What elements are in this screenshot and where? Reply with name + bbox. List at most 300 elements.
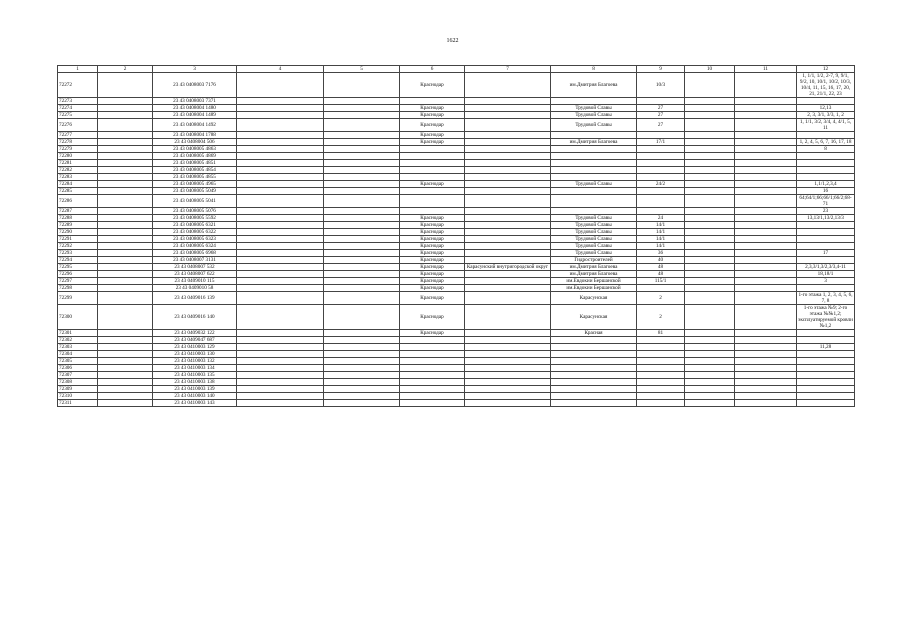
table-row [58, 379, 855, 386]
table-cell [324, 119, 400, 132]
table-cell [465, 132, 551, 139]
table-cell [685, 278, 735, 285]
table-cell [237, 153, 324, 160]
table-cell [98, 386, 153, 393]
table-cell [324, 351, 400, 358]
header-cell: 3 [153, 66, 237, 73]
table-cell [685, 257, 735, 264]
table-cell [98, 330, 153, 337]
table-cell [98, 351, 153, 358]
table-cell: 23 43 0410003 138 [153, 379, 237, 386]
table-cell [735, 330, 797, 337]
table-cell [797, 229, 855, 236]
table-cell [735, 271, 797, 278]
table-cell [98, 365, 153, 372]
header-cell: 7 [465, 66, 551, 73]
table-cell: им.Евдокии Бершанской [551, 278, 637, 285]
table-cell: 17 [797, 250, 855, 257]
table-cell: Трудовой Славы [551, 119, 637, 132]
table-cell [735, 181, 797, 188]
table-cell: 72281 [58, 160, 98, 167]
table-cell [237, 195, 324, 208]
table-cell: 72299 [58, 292, 98, 305]
table-cell [324, 188, 400, 195]
table-cell [237, 305, 324, 330]
table-cell [98, 98, 153, 105]
table-row [58, 112, 855, 119]
table-cell: 72286 [58, 195, 98, 208]
table-row [58, 330, 855, 337]
table-cell: 72291 [58, 236, 98, 243]
table-cell [98, 160, 153, 167]
table-cell [237, 344, 324, 351]
table-cell: 27 [637, 105, 685, 112]
table-cell: 64;64/1;66;66/1;66/2;68-71 [797, 195, 855, 208]
table-cell: Карасунский внутригородской округ [465, 264, 551, 271]
table-cell [735, 167, 797, 174]
table-cell: 14/1 [637, 236, 685, 243]
table-cell: Трудовой Славы [551, 215, 637, 222]
table-cell [685, 344, 735, 351]
table-cell [98, 236, 153, 243]
table-cell [735, 208, 797, 215]
table-cell [551, 386, 637, 393]
table-cell: 2 [637, 305, 685, 330]
table-cell [685, 351, 735, 358]
table-row [58, 119, 855, 132]
table-cell: 23 43 0408005 4854 [153, 167, 237, 174]
table-cell [237, 372, 324, 379]
table-cell [237, 222, 324, 229]
table-cell: 72285 [58, 188, 98, 195]
table-cell [637, 188, 685, 195]
table-cell: 23 43 0408003 7371 [153, 98, 237, 105]
table-cell: им.Евдокии Бершанской [551, 285, 637, 292]
table-cell: 23 43 0409016 140 [153, 305, 237, 330]
table-cell [637, 146, 685, 153]
table-cell [637, 160, 685, 167]
table-cell [637, 393, 685, 400]
table-cell [797, 174, 855, 181]
table-cell: 72302 [58, 337, 98, 344]
table-cell [98, 229, 153, 236]
table-cell [637, 195, 685, 208]
table-cell [735, 386, 797, 393]
table-cell [735, 153, 797, 160]
table-cell [465, 337, 551, 344]
table-row [58, 278, 855, 285]
table-cell: 72278 [58, 139, 98, 146]
table-cell [685, 250, 735, 257]
table-cell: Краснодар [400, 285, 465, 292]
table-cell: 23 43 0409010 115 [153, 278, 237, 285]
table-cell: Краснодар [400, 229, 465, 236]
table-row [58, 257, 855, 264]
table-cell [324, 330, 400, 337]
table-cell [465, 73, 551, 98]
table-cell: Трудовой Славы [551, 236, 637, 243]
table-cell: 72295 [58, 264, 98, 271]
table-cell: им.Дмитрия Благоева [551, 271, 637, 278]
table-cell [685, 285, 735, 292]
table-cell: 72294 [58, 257, 98, 264]
header-cell: 4 [237, 66, 324, 73]
table-cell: им.Дмитрия Благоева [551, 264, 637, 271]
table-cell: Трудовой Славы [551, 243, 637, 250]
table-cell [324, 379, 400, 386]
table-cell [237, 112, 324, 119]
table-cell [685, 105, 735, 112]
table-cell [735, 285, 797, 292]
table-cell [98, 358, 153, 365]
table-cell [324, 139, 400, 146]
table-cell: 23 43 0408004 1492 [153, 119, 237, 132]
table-cell [465, 153, 551, 160]
table-cell: Краснодар [400, 222, 465, 229]
table-cell [465, 181, 551, 188]
table-cell [324, 167, 400, 174]
table-cell [400, 167, 465, 174]
table-cell [400, 337, 465, 344]
table-cell [465, 215, 551, 222]
table-cell: 72288 [58, 215, 98, 222]
table-cell [465, 344, 551, 351]
table-cell: 1-го этажа №9; 2-го этажа №№1,2; эксплуатируемой кровли №1,2 [798, 305, 853, 329]
table-row [58, 292, 855, 305]
table-cell [98, 188, 153, 195]
table-cell [797, 132, 855, 139]
table-cell [98, 167, 153, 174]
table-cell [685, 229, 735, 236]
table-cell [551, 153, 637, 160]
table-cell [551, 393, 637, 400]
table-cell [685, 215, 735, 222]
table-cell [98, 243, 153, 250]
table-cell [637, 386, 685, 393]
table-cell [637, 372, 685, 379]
table-cell [465, 160, 551, 167]
table-cell [237, 132, 324, 139]
table-cell [735, 215, 797, 222]
table-cell [98, 112, 153, 119]
table-cell [237, 400, 324, 407]
table-cell: 23 43 0408005 6323 [153, 236, 237, 243]
table-cell [237, 243, 324, 250]
table-cell [797, 236, 855, 243]
table-cell: Краснодар [400, 112, 465, 119]
table-cell: Краснодар [400, 264, 465, 271]
table-cell [98, 292, 153, 305]
table-cell [465, 292, 551, 305]
table-cell [324, 250, 400, 257]
table-cell [98, 215, 153, 222]
table-cell [324, 112, 400, 119]
table-cell [685, 98, 735, 105]
table-cell [98, 73, 153, 98]
table-cell: 23 43 0409032 122 [153, 330, 237, 337]
table-cell: 23 43 0408007 532 [153, 264, 237, 271]
table-cell [324, 400, 400, 407]
table-cell [324, 73, 400, 98]
table-cell: 23 43 0409047 687 [153, 337, 237, 344]
table-cell [637, 344, 685, 351]
table-cell [237, 264, 324, 271]
table-cell [637, 379, 685, 386]
table-cell [735, 372, 797, 379]
table-row [58, 215, 855, 222]
table-cell [551, 160, 637, 167]
table-cell [400, 208, 465, 215]
table-cell [324, 264, 400, 271]
table-cell: 23 43 0408005 4851 [153, 160, 237, 167]
table-cell [735, 229, 797, 236]
table-cell [237, 379, 324, 386]
table-cell [735, 250, 797, 257]
table-cell: Краснодар [400, 181, 465, 188]
table-cell: 24 [637, 215, 685, 222]
table-cell: 27 [637, 119, 685, 132]
table-cell [98, 105, 153, 112]
table-cell [98, 372, 153, 379]
table-row [58, 365, 855, 372]
table-cell [324, 132, 400, 139]
table-cell: 72289 [58, 222, 98, 229]
table-cell: 72305 [58, 358, 98, 365]
table-cell [685, 358, 735, 365]
table-cell: 17/1 [637, 139, 685, 146]
table-cell [400, 386, 465, 393]
table-cell: 72298 [58, 285, 98, 292]
table-cell [400, 153, 465, 160]
table-row [58, 229, 855, 236]
table-cell: 23 43 0408004 506 [153, 139, 237, 146]
table-cell [685, 372, 735, 379]
table-cell [735, 119, 797, 132]
table-cell: 36 [637, 250, 685, 257]
table-cell [324, 393, 400, 400]
table-cell [735, 400, 797, 407]
table-cell [465, 379, 551, 386]
header-cell: 8 [551, 66, 637, 73]
table-row [58, 344, 855, 351]
table-cell: Трудовой Славы [551, 250, 637, 257]
table-cell [237, 337, 324, 344]
table-cell [237, 365, 324, 372]
table-cell [324, 243, 400, 250]
table-cell [685, 305, 735, 330]
table-cell: Трудовой Славы [551, 105, 637, 112]
table-cell [324, 153, 400, 160]
table-cell [237, 393, 324, 400]
table-cell: 23 43 0408004 1788 [153, 132, 237, 139]
table-cell [465, 105, 551, 112]
table-cell: 72292 [58, 243, 98, 250]
table-cell [685, 271, 735, 278]
table-cell: Краснодар [400, 305, 465, 330]
table-cell: Краснодар [400, 215, 465, 222]
table-cell: 72273 [58, 98, 98, 105]
table-cell [465, 351, 551, 358]
table-cell [400, 344, 465, 351]
table-cell [685, 365, 735, 372]
table-cell [324, 160, 400, 167]
table-cell [324, 98, 400, 105]
table-cell: 23 43 0408005 5076 [153, 208, 237, 215]
table-cell: 10/3 [637, 73, 685, 98]
table-cell: им.Дмитрия Благоева [551, 139, 637, 146]
table-cell [735, 174, 797, 181]
table-cell: 23 43 0408005 4869 [153, 153, 237, 160]
table-cell [551, 146, 637, 153]
table-row [58, 305, 855, 330]
table-cell: 72304 [58, 351, 98, 358]
table-cell: Карасунская [551, 292, 637, 305]
table-cell: 72272 [58, 73, 98, 98]
table-cell [637, 337, 685, 344]
table-cell: 72303 [58, 344, 98, 351]
table-cell [324, 195, 400, 208]
table-cell [735, 112, 797, 119]
table-cell [735, 344, 797, 351]
table-cell [685, 208, 735, 215]
table-cell: 72284 [58, 181, 98, 188]
table-cell [98, 264, 153, 271]
header-cell: 1 [58, 66, 98, 73]
table-cell [735, 379, 797, 386]
table-cell [400, 195, 465, 208]
table-cell [465, 257, 551, 264]
table-cell: 27 [637, 112, 685, 119]
table-cell [797, 257, 855, 264]
table-cell [797, 379, 855, 386]
table-cell: 23 43 0408007 3131 [153, 257, 237, 264]
table-cell [400, 146, 465, 153]
table-row [58, 188, 855, 195]
table-cell [324, 215, 400, 222]
table-cell [685, 167, 735, 174]
table-cell: 72301 [58, 330, 98, 337]
table-cell [400, 351, 465, 358]
table-cell: 3 [797, 278, 855, 285]
table-cell [551, 208, 637, 215]
table-cell [735, 264, 797, 271]
table-row [58, 160, 855, 167]
table-row [58, 393, 855, 400]
table-cell: 23 43 0408004 1480 [153, 105, 237, 112]
table-cell [797, 365, 855, 372]
table-cell [324, 181, 400, 188]
table-cell [797, 386, 855, 393]
table-cell [637, 208, 685, 215]
table-cell [797, 351, 855, 358]
table-cell: 14/1 [637, 222, 685, 229]
table-cell [735, 188, 797, 195]
table-cell [237, 181, 324, 188]
table-cell [400, 365, 465, 372]
table-cell: 72277 [58, 132, 98, 139]
table-cell [797, 358, 855, 365]
table-cell [237, 271, 324, 278]
table-cell: Краснодар [400, 250, 465, 257]
table-cell: 23 43 0408005 6324 [153, 243, 237, 250]
table-row [58, 195, 855, 208]
table-cell: 23 43 0408003 7176 [153, 73, 237, 98]
table-cell [637, 167, 685, 174]
table-cell: 72287 [58, 208, 98, 215]
table-cell [551, 358, 637, 365]
table-cell [237, 139, 324, 146]
table-cell [551, 351, 637, 358]
table-row [58, 132, 855, 139]
table-cell: Трудовой Славы [551, 222, 637, 229]
table-cell [237, 215, 324, 222]
table-cell: 23 43 0408005 6322 [153, 229, 237, 236]
table-cell [735, 222, 797, 229]
table-cell: 72310 [58, 393, 98, 400]
table-cell [551, 379, 637, 386]
table-cell [400, 400, 465, 407]
table-cell: 72308 [58, 379, 98, 386]
table-cell: Краснодар [400, 278, 465, 285]
table-cell [735, 132, 797, 139]
table-cell [685, 195, 735, 208]
table-cell [637, 358, 685, 365]
table-cell [465, 393, 551, 400]
registry-table [57, 65, 855, 407]
header-row [58, 66, 855, 73]
table-cell [324, 146, 400, 153]
table-cell [685, 222, 735, 229]
table-cell [237, 351, 324, 358]
table-cell [98, 174, 153, 181]
table-cell: 12,13 [797, 105, 855, 112]
table-cell [237, 330, 324, 337]
table-cell [465, 112, 551, 119]
table-cell [98, 195, 153, 208]
table-cell [465, 119, 551, 132]
table-cell: Красная [551, 330, 637, 337]
table-cell [98, 305, 153, 330]
table-cell [237, 174, 324, 181]
table-cell [685, 236, 735, 243]
table-cell: 23 43 0408005 5592 [153, 215, 237, 222]
table-cell [685, 330, 735, 337]
table-cell: 2 [637, 292, 685, 305]
table-cell [735, 139, 797, 146]
table-cell [735, 195, 797, 208]
table-cell: 23 43 0409010 58 [153, 285, 237, 292]
table-cell [685, 379, 735, 386]
table-cell [735, 73, 797, 98]
table-cell [637, 285, 685, 292]
header-cell: 5 [324, 66, 400, 73]
table-cell [237, 292, 324, 305]
table-cell: 18,18/1 [797, 271, 855, 278]
table-cell: 16 [797, 188, 855, 195]
table-cell [237, 73, 324, 98]
table-cell [797, 393, 855, 400]
table-row [58, 181, 855, 188]
table-cell: 23 43 0410003 132 [153, 358, 237, 365]
table-cell: 72276 [58, 119, 98, 132]
table-cell [551, 400, 637, 407]
table-cell [324, 365, 400, 372]
table-cell [735, 236, 797, 243]
table-cell [735, 365, 797, 372]
table-cell [98, 250, 153, 257]
table-cell [237, 105, 324, 112]
table-cell [551, 372, 637, 379]
